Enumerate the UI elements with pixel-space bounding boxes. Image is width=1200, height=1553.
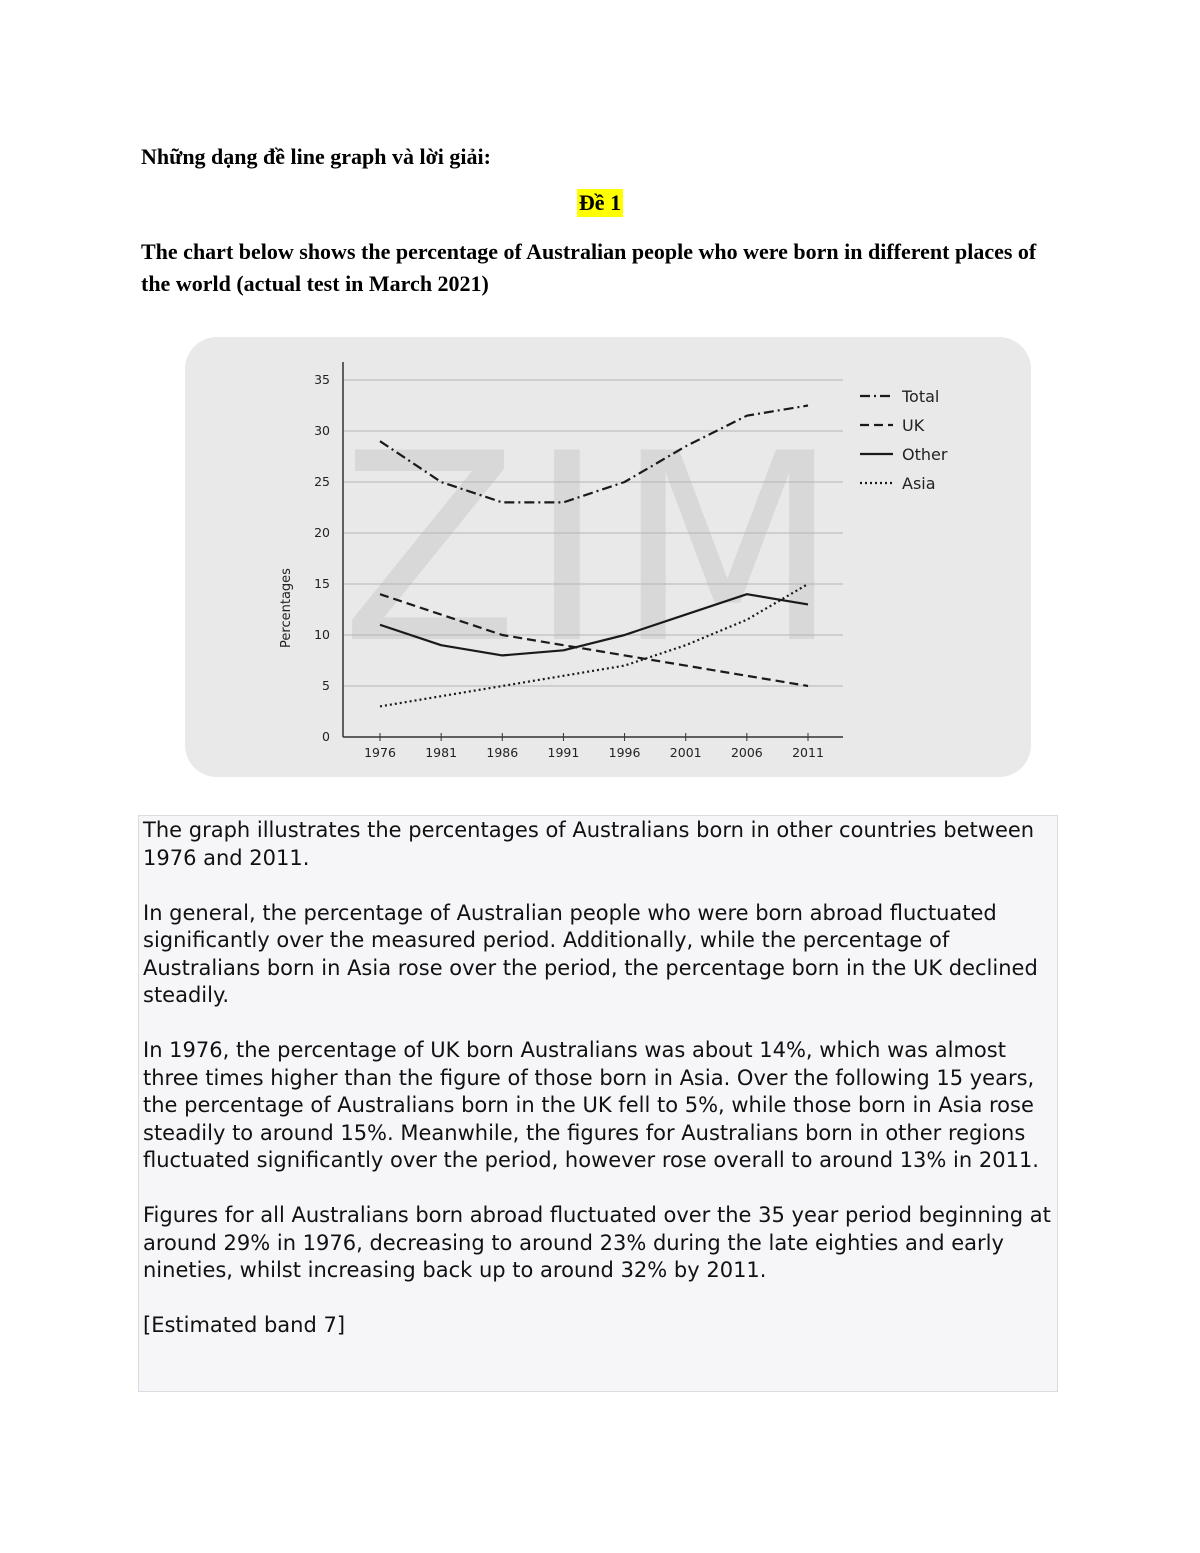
answer-paragraph-body-2: Figures for all Australians born abroad fluctuated over the 35 year period beginning at around 29% in 1976, decreasing to around 23% during the late eighties and early nineties, whilst increasing back up to around 32% by 2011. (143, 1203, 1051, 1282)
y-tick-label: 5 (322, 678, 330, 693)
x-tick-label: 1991 (547, 745, 580, 760)
x-tick-label: 2001 (669, 745, 702, 760)
series-line-other (380, 594, 808, 655)
intro-heading: Những dạng đề line graph và lời giải: (141, 144, 491, 169)
task-prompt: The chart below shows the percentage of Australian people who were born in different places of the world (actual test in March 2021) (141, 239, 1037, 296)
legend-label-asia: Asia (902, 474, 936, 493)
answer-paragraph-overview: In general, the percentage of Australian people who were born abroad fluctuated significantly over the measured period. Additionally, while the percentage of Australians born in Asia rose over the period, the percentage born in the UK declined steadily. (143, 900, 1038, 1007)
y-tick-label: 30 (314, 423, 330, 438)
x-tick-label: 1986 (486, 745, 519, 760)
x-tick-label: 1976 (364, 745, 396, 760)
x-tick-label: 1996 (608, 745, 641, 760)
legend-label-uk: UK (902, 416, 925, 435)
y-tick-label: 0 (322, 729, 330, 744)
legend-label-other: Other (902, 445, 948, 464)
x-tick-label: 2011 (792, 745, 824, 760)
answer-paragraph-intro: The graph illustrates the percentages of Australians born in other countries between 1976 and 2011. (143, 818, 1035, 870)
answer-band-estimate: [Estimated band 7] (143, 1313, 346, 1337)
answer-paragraph-body-1: In 1976, the percentage of UK born Australians was about 14%, which was almost three times higher than the figure of those born in Asia. Over the following 15 years, the percentage of Australians born in the UK fell to 5%, while those born in Asia rose steadily to around 15%. Meanwhile, the figures for Australians born in other regions fluctuated significantly over the period, however rose overall to around 13% in 2011. (143, 1038, 1039, 1172)
y-tick-label: 15 (314, 576, 330, 591)
section-title: Đề 1 (578, 190, 622, 215)
y-tick-label: 10 (314, 627, 330, 642)
series-line-uk (380, 594, 808, 686)
legend-label-total: Total (902, 387, 940, 406)
x-tick-label: 2006 (730, 745, 763, 760)
x-tick-label: 1981 (425, 745, 458, 760)
watermark-logo: ZIM (340, 399, 850, 701)
sample-answer-box (138, 815, 1058, 1392)
y-axis-label: Percentages (279, 568, 294, 648)
y-tick-label: 25 (314, 474, 330, 489)
series-line-total (380, 406, 808, 503)
y-tick-label: 35 (314, 372, 330, 387)
y-tick-label: 20 (314, 525, 330, 540)
